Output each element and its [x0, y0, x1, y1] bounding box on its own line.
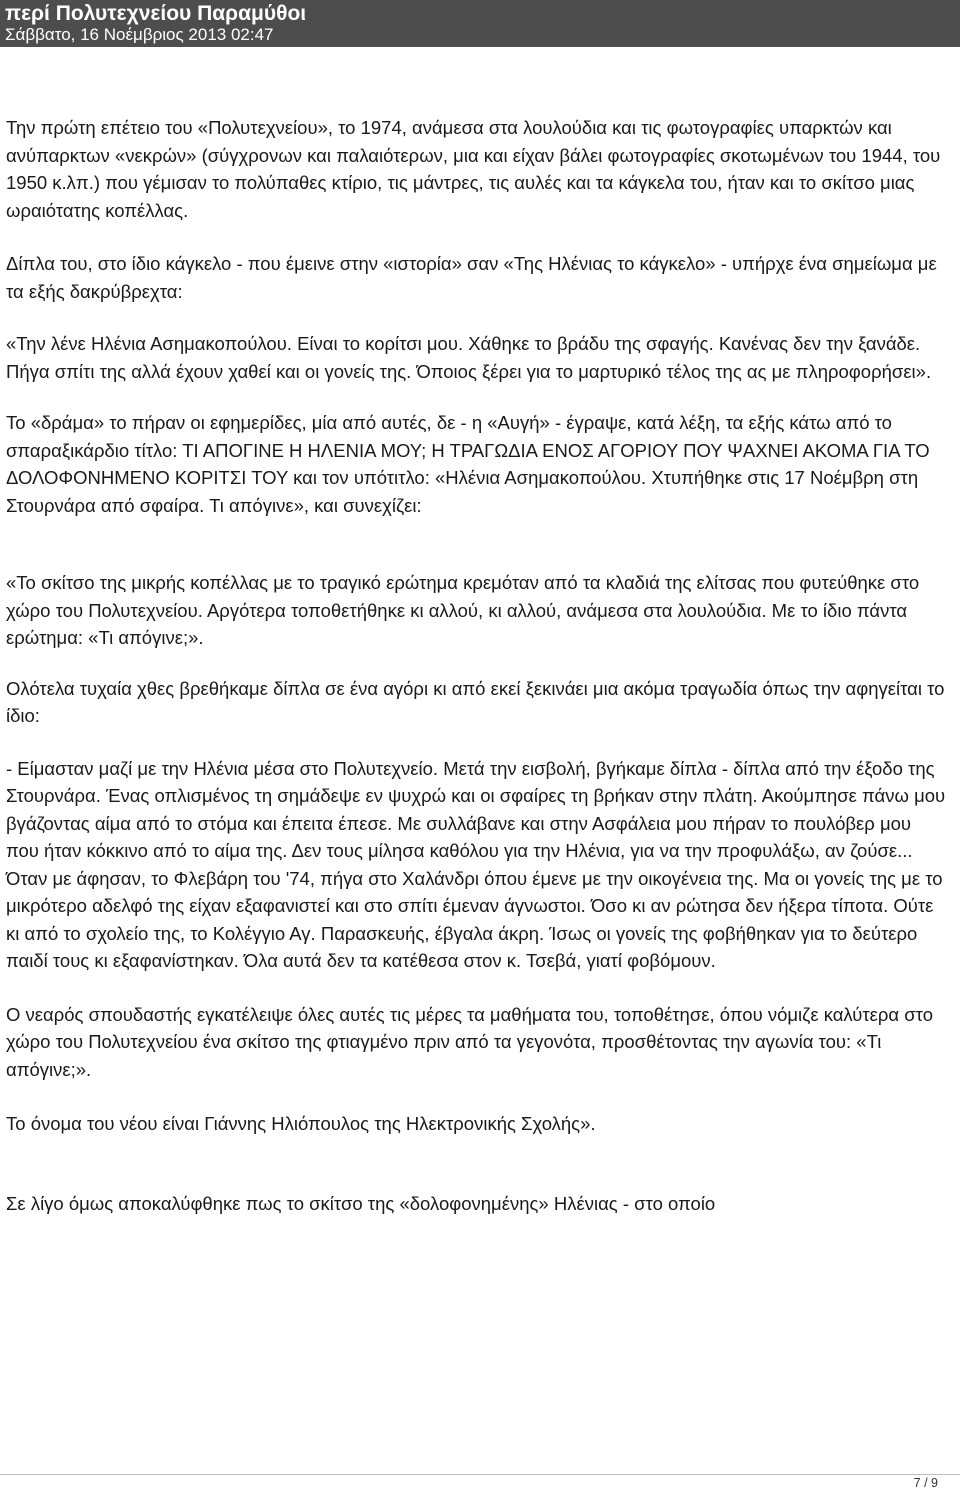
article-body — [6, 114, 946, 1217]
paragraph-2: Δίπλα του, στο ίδιο κάγκελο - που έμεινε στην «ιστορία» σαν «Της Ηλένιας το κάγκελο» - υπήρχε ένα σημείωμα με τα εξής δακρύβρεχτα: — [6, 253, 937, 302]
paragraph-1: Την πρώτη επέτειο του «Πολυτεχνείου», το 1974, ανάμεσα στα λουλούδια και τις φωτογραφίες υπαρκτών και ανύπαρκτων «νεκρών» (σύγχρονων και παλαιότερων, μια και είχαν βάλει φωτογραφίες σκοτωμένων του 1944, του 1950 κ.λπ.) που γέμισαν το πολύπαθες κτίριο, τις μάντρες, τις αυλές και τα κάγκελα του, ήταν και το σκίτσο μιας ωραιότατης κοπέλλας. — [6, 117, 941, 221]
page-number: 7 / 9 — [913, 1476, 938, 1490]
paragraph-3: «Την λένε Ηλένια Ασημακοπούλου. Είναι το κορίτσι μου. Χάθηκε το βράδυ της σφαγής. Κανένας δεν την ξανάδε. Πήγα σπίτι της αλλά έχουν χαθεί και οι γονείς της. Όποιος ξέρει για το μαρτυρικό τέλος της ας με πληροφορήσει». — [6, 333, 932, 382]
paragraph-9: Το όνομα του νέου είναι Γιάννης Ηλιόπουλος της Ηλεκτρονικής Σχολής». — [6, 1113, 596, 1134]
paragraph-4: Το «δράμα» το πήραν οι εφημερίδες, μία από αυτές, δε - η «Αυγή» - έγραψε, κατά λέξη, τα εξής κάτω από το σπαραξικάρδιο τίτλο: ΤΙ ΑΠΟΓΙΝΕ Η ΗΛΕΝΙΑ ΜΟΥ; Η ΤΡΑΓΩΔΙΑ ΕΝΟΣ ΑΓΟΡΙΟΥ ΠΟΥ ΨΑΧΝΕΙ ΑΚΟΜΑ ΓΙΑ ΤΟ ΔΟΛΟΦΟΝΗΜΕΝΟ ΚΟΡΙΤΣΙ ΤΟΥ και τον υπότιτλο: «Ηλένια Ασημακοπούλου. Χτυπήθηκε στις 17 Νοέμβρη στη Στουρνάρα από σφαίρα. Τι απόγινε», και συνεχίζει: — [6, 412, 930, 516]
paragraph-10: Σε λίγο όμως αποκαλύφθηκε πως το σκίτσο της «δολοφονημένης» Ηλένιας - στο οποίο — [6, 1192, 716, 1214]
document-title: περί Πολυτεχνείου Παραμύθοι — [5, 2, 307, 25]
paragraph-5: «Το σκίτσο της μικρής κοπέλλας με το τραγικό ερώτημα κρεμόταν από τα κλαδιά της ελίτσας που φυτεύθηκε στο χώρο του Πολυτεχνείου. Αργότερα τοποθετήθηκε κι αλλού, κι αλλού, ανάμεσα στα λουλούδια. Με το ίδιο πάντα ερώτημα: «Τι απόγινε;». — [6, 572, 920, 648]
paragraph-6: Ολότελα τυχαία χθες βρεθήκαμε δίπλα σε ένα αγόρι κι από εκεί ξεκινάει μια ακόμα τραγωδία όπως την αφηγείται το ίδιο: — [6, 677, 945, 726]
footer-divider — [0, 1474, 960, 1475]
document-header — [0, 0, 960, 47]
publish-date: Σάββατο, 16 Νοέμβριος 2013 02:47 — [5, 25, 274, 44]
paragraph-7: - Είμασταν μαζί με την Ηλένια μέσα στο Πολυτεχνείο. Μετά την εισβολή, βγήκαμε δίπλα - δίπλα από την έξοδο της Στουρνάρα. Ένας οπλισμένος τη σημάδεψε εν ψυχρώ και οι σφαίρες τη βρήκαν στην πλάτη. Ακούμπησε πάνω μου βγάζοντας αίμα από το στόμα και έπειτα έπεσε. Με συλλάβανε και στην Ασφάλεια μου πήραν το πουλόβερ μου που ήταν κόκκινο από το αίμα της. Δεν τους μίλησα καθόλου για την Ηλένια, για να την προφυλάξω, αν ζούσε... Όταν με άφησαν, το Φλεβάρη του '74, πήγα στο Χαλάνδρι όπου έμενε με την οικογένεια της. Μα οι γονείς της με το μικρότερο αδελφό της είχαν εξαφανιστεί και στο σπίτι έμεναν άγνωστοι. Όσο κι αν ρώτησα δεν ήξερα τίποτα. Ούτε κι από το σχολείο της, το Κολέγγιο Αγ. Παρασκευής, έβγαλα άκρη. Ίσως οι γονείς της φοβήθηκαν για το δεύτερο παιδί τους κι εξαφανίστηκαν. Όλα αυτά δεν τα κατέθεσα στον κ. Τσεβά, γιατί φοβόμουν. — [6, 757, 946, 971]
paragraph-8: Ο νεαρός σπουδαστής εγκατέλειψε όλες αυτές τις μέρες τα μαθήματα του, τοποθέτησε, όπου νόμιζε καλύτερα στο χώρο του Πολυτεχνείου ένα σκίτσο της φτιαγμένο πριν από τα γεγονότα, προσθέτοντας την αγωνία του: «Τι απόγινε;». — [6, 1003, 934, 1080]
